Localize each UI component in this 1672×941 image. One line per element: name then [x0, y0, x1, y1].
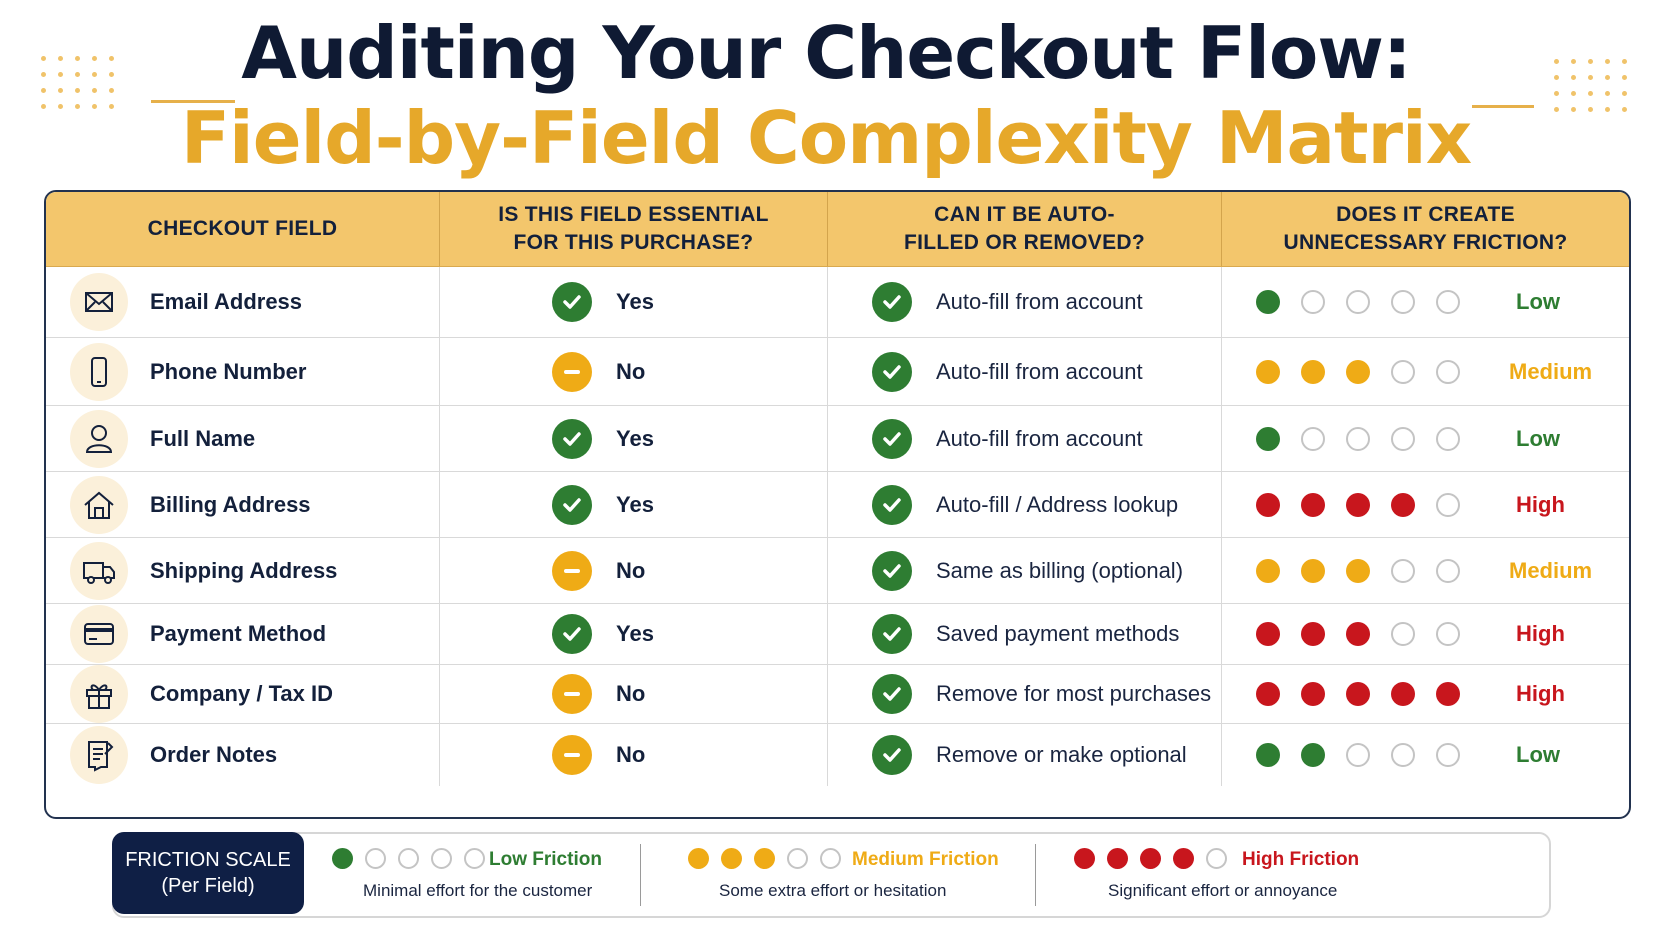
- legend-dots: [332, 848, 497, 869]
- table-row: [46, 665, 1629, 724]
- minus-icon: [552, 735, 592, 775]
- field-cell: [46, 267, 440, 337]
- legend-dot-filled: [1107, 848, 1128, 869]
- friction-dot-filled: [1346, 682, 1370, 706]
- auto-fill-cell: [828, 338, 1222, 405]
- legend-title: [112, 832, 304, 914]
- friction-dot-empty: [1301, 427, 1325, 451]
- friction-cell: [1222, 604, 1629, 664]
- auto-fill-label: Auto-fill from account: [936, 358, 1143, 384]
- auto-fill-label: Remove or make optional: [936, 742, 1187, 767]
- friction-cell: [1222, 472, 1629, 537]
- field-label: Email Address: [150, 289, 303, 314]
- legend-divider: [640, 844, 641, 906]
- friction-dot-filled: [1256, 743, 1280, 767]
- friction-dot-empty: [1346, 290, 1370, 314]
- check-icon: [872, 419, 912, 459]
- friction-level-label: High: [1516, 621, 1565, 646]
- field-label: Shipping Address: [150, 557, 338, 583]
- friction-dot-filled: [1256, 682, 1280, 706]
- check-icon: [872, 352, 912, 392]
- friction-cell: [1222, 665, 1629, 723]
- notes-icon: [70, 726, 128, 784]
- legend-dot-empty: [398, 848, 419, 869]
- check-icon: [872, 551, 912, 591]
- essential-cell: [440, 538, 828, 603]
- friction-cell: [1222, 338, 1629, 405]
- minus-icon: [552, 674, 592, 714]
- friction-dot-empty: [1436, 622, 1460, 646]
- header-friction: DOES IT CREATE UNNECESSARY FRICTION?: [1283, 203, 1568, 254]
- friction-dot-filled: [1391, 682, 1415, 706]
- friction-dot-filled: [1301, 493, 1325, 517]
- friction-dot-empty: [1346, 427, 1370, 451]
- legend-dots: [1074, 848, 1239, 869]
- friction-dot-filled: [1301, 360, 1325, 384]
- legend-dot-empty: [365, 848, 386, 869]
- field-label: Payment Method: [150, 621, 327, 646]
- header-essential: IS THIS FIELD ESSENTIAL FOR THIS PURCHASE?: [440, 192, 828, 266]
- friction-dot-empty: [1391, 360, 1415, 384]
- essential-label: Yes: [616, 491, 654, 517]
- friction-dot-filled: [1301, 559, 1325, 583]
- legend-divider: [1035, 844, 1036, 906]
- check-icon: [872, 614, 912, 654]
- legend-dot-filled: [754, 848, 775, 869]
- header-checkout-field: CHECKOUT FIELD: [46, 192, 440, 266]
- friction-dot-filled: [1346, 493, 1370, 517]
- auto-fill-cell: [828, 538, 1222, 603]
- friction-dot-empty: [1391, 290, 1415, 314]
- friction-dot-filled: [1256, 290, 1280, 314]
- check-icon: [552, 419, 592, 459]
- legend-name: Medium Friction: [852, 849, 999, 870]
- table-row: [46, 406, 1629, 472]
- auto-fill-cell: [828, 472, 1222, 537]
- friction-dot-filled: [1256, 493, 1280, 517]
- auto-fill-cell: [828, 604, 1222, 664]
- friction-dot-filled: [1346, 622, 1370, 646]
- friction-level-label: Low: [1516, 425, 1560, 451]
- check-icon: [552, 282, 592, 322]
- auto-fill-cell: [828, 406, 1222, 471]
- envelope-icon: [70, 273, 128, 331]
- user-icon: [70, 410, 128, 468]
- friction-level-label: High: [1516, 491, 1565, 517]
- essential-label: Yes: [616, 621, 654, 646]
- auto-fill-label: Saved payment methods: [936, 621, 1180, 646]
- friction-dot-filled: [1256, 360, 1280, 384]
- field-cell: [46, 472, 440, 537]
- friction-dot-filled: [1301, 682, 1325, 706]
- field-cell: [46, 604, 440, 664]
- field-cell: [46, 338, 440, 405]
- essential-label: No: [616, 557, 646, 583]
- friction-level-label: Medium: [1509, 557, 1593, 583]
- friction-level-label: Low: [1516, 289, 1560, 314]
- field-cell: [46, 406, 440, 471]
- legend-dot-filled: [1074, 848, 1095, 869]
- essential-cell: [440, 724, 828, 786]
- check-icon: [872, 485, 912, 525]
- legend-name: Low Friction: [489, 849, 602, 870]
- complexity-matrix-table: [44, 190, 1631, 819]
- friction-dot-filled: [1256, 559, 1280, 583]
- essential-cell: [440, 665, 828, 723]
- page-title: Auditing Your Checkout Flow:: [241, 11, 1411, 95]
- essential-cell: [440, 472, 828, 537]
- friction-cell: [1222, 538, 1629, 603]
- field-label: Order Notes: [150, 742, 278, 767]
- title-block: [0, 8, 1672, 178]
- auto-fill-label: Same as billing (optional): [936, 557, 1184, 583]
- legend-dot-filled: [332, 848, 353, 869]
- friction-dot-empty: [1436, 743, 1460, 767]
- friction-cell: [1222, 724, 1629, 786]
- friction-dot-empty: [1391, 559, 1415, 583]
- friction-dot-empty: [1436, 559, 1460, 583]
- legend-dot-empty: [1206, 848, 1227, 869]
- essential-cell: [440, 406, 828, 471]
- check-icon: [872, 735, 912, 775]
- friction-level-label: Low: [1516, 742, 1560, 767]
- friction-dot-empty: [1391, 743, 1415, 767]
- friction-dot-filled: [1436, 682, 1460, 706]
- friction-dot-filled: [1256, 427, 1280, 451]
- friction-dot-filled: [1346, 559, 1370, 583]
- table-row: [46, 724, 1629, 786]
- legend-description: Significant effort or annoyance: [1108, 881, 1338, 900]
- auto-fill-label: Auto-fill from account: [936, 425, 1143, 451]
- legend-name: High Friction: [1242, 849, 1360, 870]
- legend-description: Some extra effort or hesitation: [719, 881, 947, 900]
- friction-dot-empty: [1436, 427, 1460, 451]
- minus-icon: [552, 352, 592, 392]
- essential-label: No: [616, 742, 646, 767]
- essential-label: No: [616, 681, 646, 706]
- minus-icon: [552, 551, 592, 591]
- legend-dot-empty: [787, 848, 808, 869]
- legend-dot-empty: [464, 848, 485, 869]
- header-auto-fill: CAN IT BE AUTO-FILLED OR REMOVED?: [828, 192, 1222, 266]
- auto-fill-label: Auto-fill from account: [936, 289, 1143, 314]
- friction-dot-filled: [1391, 493, 1415, 517]
- legend-description: Minimal effort for the customer: [363, 881, 593, 900]
- legend-title-line2: (Per Field): [161, 875, 255, 897]
- field-label: Full Name: [150, 425, 256, 451]
- field-cell: [46, 538, 440, 603]
- field-label: Billing Address: [150, 491, 311, 517]
- auto-fill-cell: [828, 724, 1222, 786]
- home-icon: [70, 476, 128, 534]
- table-row: [46, 538, 1629, 604]
- friction-level-label: Medium: [1509, 358, 1593, 384]
- essential-label: No: [616, 358, 646, 384]
- friction-dot-filled: [1256, 622, 1280, 646]
- table-row: [46, 267, 1629, 338]
- legend-dot-empty: [431, 848, 452, 869]
- field-cell: [46, 665, 440, 723]
- table-row: [46, 472, 1629, 538]
- friction-dot-empty: [1301, 290, 1325, 314]
- essential-label: Yes: [616, 289, 654, 314]
- legend-dot-filled: [688, 848, 709, 869]
- legend-dot-filled: [1173, 848, 1194, 869]
- friction-cell: [1222, 267, 1629, 337]
- auto-fill-cell: [828, 267, 1222, 337]
- gift-icon: [70, 665, 128, 723]
- friction-dot-empty: [1436, 290, 1460, 314]
- field-cell: [46, 724, 440, 786]
- friction-dot-empty: [1346, 743, 1370, 767]
- essential-cell: [440, 604, 828, 664]
- check-icon: [872, 282, 912, 322]
- friction-level-label: High: [1516, 681, 1565, 706]
- friction-scale-legend: [112, 832, 1551, 918]
- table-row: [46, 338, 1629, 406]
- friction-dot-empty: [1391, 622, 1415, 646]
- legend-dot-empty: [820, 848, 841, 869]
- auto-fill-cell: [828, 665, 1222, 723]
- table-header-row: [46, 192, 1629, 267]
- check-icon: [552, 485, 592, 525]
- truck-icon: [70, 542, 128, 600]
- essential-label: Yes: [616, 425, 654, 451]
- friction-dot-filled: [1346, 360, 1370, 384]
- field-label: Company / Tax ID: [150, 681, 333, 706]
- check-icon: [552, 614, 592, 654]
- legend-dot-filled: [1140, 848, 1161, 869]
- auto-fill-label: Remove for most purchases: [936, 681, 1212, 706]
- check-icon: [872, 674, 912, 714]
- friction-dot-empty: [1436, 360, 1460, 384]
- friction-cell: [1222, 406, 1629, 471]
- page-subtitle: Field-by-Field Complexity Matrix: [180, 96, 1472, 180]
- friction-dot-filled: [1301, 743, 1325, 767]
- phone-icon: [70, 343, 128, 401]
- friction-dot-empty: [1436, 493, 1460, 517]
- friction-dot-empty: [1391, 427, 1415, 451]
- essential-cell: [440, 267, 828, 337]
- table-row: [46, 604, 1629, 665]
- legend-title-line1: FRICTION SCALE: [125, 849, 291, 871]
- friction-dot-filled: [1301, 622, 1325, 646]
- legend-dots: [688, 848, 853, 869]
- auto-fill-label: Auto-fill / Address lookup: [936, 491, 1179, 517]
- essential-cell: [440, 338, 828, 405]
- field-label: Phone Number: [150, 358, 307, 384]
- legend-dot-filled: [721, 848, 742, 869]
- credit-card-icon: [70, 605, 128, 663]
